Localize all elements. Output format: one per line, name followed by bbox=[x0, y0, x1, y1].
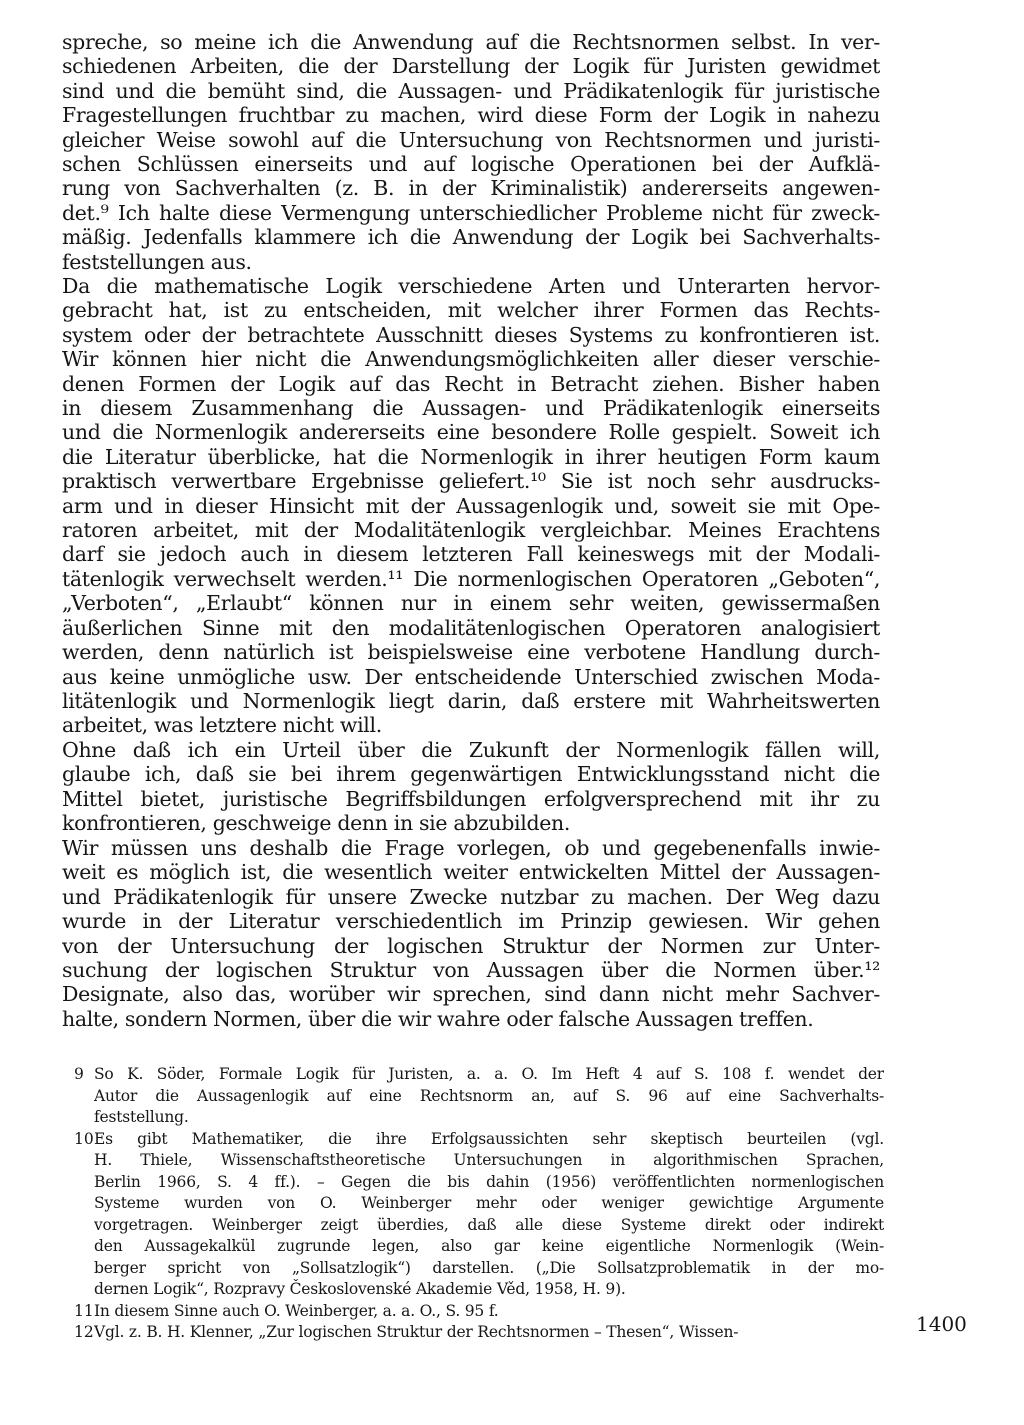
text-line: gleicher Weise sowohl auf die Untersuchung von Rechtsnormen und juristi- bbox=[62, 127, 880, 152]
text-line: litätenlogik und Normenlogik liegt darin, daß erstere mit Wahrheitswerten bbox=[62, 688, 880, 713]
footnote-number: 10 bbox=[74, 1129, 94, 1148]
text-line: Ohne daß ich ein Urteil über die Zukunft der Normenlogik fällen will, bbox=[62, 738, 880, 762]
text-line: denen Formen der Logik auf das Recht in Betracht ziehen. Bisher haben bbox=[62, 371, 880, 396]
text-line: von der Untersuchung der logischen Struktur der Normen zur Unter- bbox=[62, 933, 880, 958]
text-line: werden, denn natürlich ist beispielsweise eine verbotene Handlung durch- bbox=[62, 640, 880, 665]
footnote-line: Berlin 1966, S. 4 ff.). – Gegen die bis dahin (1956) veröffentlichten normenlogischen bbox=[94, 1172, 884, 1191]
footnote-number: 11 bbox=[74, 1301, 94, 1320]
paragraph-2 bbox=[62, 274, 880, 738]
footnote-line: Autor die Aussagenlogik auf eine Rechtsnorm an, auf S. 96 auf eine Sachverhalts- bbox=[94, 1086, 884, 1105]
footnotes bbox=[74, 1064, 884, 1344]
footnote-line: feststellung. bbox=[94, 1108, 189, 1126]
footnote-text bbox=[94, 1301, 884, 1323]
footnote-line: dernen Logik“, Rozpravy Československé Akademie Věd, 1958, H. 9). bbox=[94, 1280, 626, 1298]
footnote-11 bbox=[74, 1301, 884, 1323]
page-number: 1400 bbox=[916, 1312, 967, 1336]
footnote-line: In diesem Sinne auch O. Weinberger, a. a. O., S. 95 f. bbox=[94, 1301, 499, 1320]
text-line: Fragestellungen fruchtbar zu machen, wird diese Form der Logik in nahezu bbox=[62, 103, 880, 128]
text-line: arm und in dieser Hinsicht mit der Aussagenlogik und, soweit sie mit Ope- bbox=[62, 493, 880, 518]
text-line: und die Normenlogik andererseits eine besondere Rolle gespielt. Soweit ich bbox=[62, 420, 880, 445]
text-line: sind und die bemüht sind, die Aussagen- und Prädikatenlogik für juristische bbox=[62, 78, 880, 103]
text-line: und Prädikatenlogik für unsere Zwecke nutzbar zu machen. Der Weg dazu bbox=[62, 884, 880, 909]
text-line: aus keine unmögliche usw. Der entscheidende Unterschied zwischen Moda- bbox=[62, 664, 880, 689]
paragraph-4 bbox=[62, 836, 880, 1031]
text-line: konfrontieren, geschweige denn in sie abzubilden. bbox=[62, 811, 571, 836]
text-line: weit es möglich ist, die wesentlich weiter entwickelten Mittel der Aussagen- bbox=[62, 860, 880, 885]
footnote-line: vorgetragen. Weinberger zeigt überdies, daß alle diese Systeme direkt oder indirekt bbox=[94, 1215, 884, 1234]
text-line: Designate, also das, worüber wir sprechen, sind dann nicht mehr Sachver- bbox=[62, 982, 880, 1007]
text-line: arbeitet, was letztere nicht will. bbox=[62, 713, 382, 738]
text-line: „Verboten“, „Erlaubt“ können nur in einem sehr weiten, gewissermaßen bbox=[62, 591, 880, 616]
footnote-line: den Aussagekalkül zugrunde legen, also gar keine eigentliche Normenlogik (Wein- bbox=[94, 1237, 884, 1255]
text-line: ratoren arbeitet, mit der Modalitätenlogik vergleichbar. Meines Erachtens bbox=[62, 518, 880, 543]
footnote-line: berger spricht von „Sollsatzlogik“) darstellen. („Die Sollsatzproblematik in der mo- bbox=[94, 1258, 884, 1277]
footnote-line: Vgl. z. B. H. Klenner, „Zur logischen Struktur der Rechtsnormen – Thesen“, Wissen- bbox=[94, 1323, 739, 1341]
paragraph-1 bbox=[62, 30, 880, 274]
text-line: die Literatur überblicke, hat die Normenlogik in ihrer heutigen Form kaum bbox=[62, 444, 880, 469]
text-line: mäßig. Jedenfalls klammere ich die Anwendung der Logik bei Sachverhalts- bbox=[62, 225, 880, 250]
footnote-line: Es gibt Mathematiker, die ihre Erfolgsaussichten sehr skeptisch beurteilen (vgl. bbox=[94, 1129, 884, 1148]
text-line: in diesem Zusammenhang die Aussagen- und Prädikatenlogik einerseits bbox=[62, 396, 880, 421]
footnote-line: So K. Söder, Formale Logik für Juristen, a. a. O. Im Heft 4 auf S. 108 f. wendet der bbox=[94, 1065, 884, 1083]
footnote-text bbox=[94, 1064, 884, 1129]
text-line: Da die mathematische Logik verschiedene Arten und Unterarten hervor- bbox=[62, 274, 880, 298]
text-line: wurde in der Literatur verschiedentlich im Prinzip gewiesen. Wir gehen bbox=[62, 909, 880, 934]
text-line: feststellungen aus. bbox=[62, 249, 252, 274]
text-line: Wir müssen uns deshalb die Frage vorlegen, ob und gegebenenfalls inwie- bbox=[62, 836, 880, 860]
text-line: suchung der logischen Struktur von Aussagen über die Normen über.¹² bbox=[62, 958, 880, 983]
text-line: darf sie jedoch auch in diesem letzteren Fall keineswegs mit der Modali- bbox=[62, 542, 880, 567]
footnote-12 bbox=[74, 1322, 884, 1344]
footnote-9 bbox=[74, 1064, 884, 1129]
text-line: rung von Sachverhalten (z. B. in der Kriminalistik) andererseits angewen- bbox=[62, 176, 880, 201]
footnote-text bbox=[94, 1129, 884, 1301]
text-line: Mittel bietet, juristische Begriffsbildungen erfolgversprechend mit ihr zu bbox=[62, 786, 880, 811]
text-line: spreche, so meine ich die Anwendung auf die Rechtsnormen selbst. In ver- bbox=[62, 30, 880, 54]
footnote-10 bbox=[74, 1129, 884, 1301]
paragraph-3 bbox=[62, 738, 880, 836]
footnote-number: 9 bbox=[74, 1065, 84, 1083]
text-line: schen Schlüssen einerseits und auf logische Operationen bei der Aufklä- bbox=[62, 152, 880, 177]
footnote-text bbox=[94, 1322, 884, 1344]
text-line: system oder der betrachtete Ausschnitt dieses Systems zu konfrontieren ist. bbox=[62, 322, 880, 347]
footnote-line: H. Thiele, Wissenschaftstheoretische Untersuchungen in algorithmischen Sprachen, bbox=[94, 1151, 884, 1169]
footnote-line: Systeme wurden von O. Weinberger mehr oder weniger gewichtige Argumente bbox=[94, 1194, 884, 1212]
text-line: schiedenen Arbeiten, die der Darstellung der Logik für Juristen gewidmet bbox=[62, 54, 880, 79]
text-line: glaube ich, daß sie bei ihrem gegenwärtigen Entwicklungsstand nicht die bbox=[62, 762, 880, 787]
text-line: praktisch verwertbare Ergebnisse geliefert.¹⁰ Sie ist noch sehr ausdrucks- bbox=[62, 469, 880, 494]
text-line: Wir können hier nicht die Anwendungsmöglichkeiten aller dieser verschie- bbox=[62, 347, 880, 372]
text-line: tätenlogik verwechselt werden.¹¹ Die normenlogischen Operatoren „Geboten“, bbox=[62, 566, 880, 591]
footnote-number: 12 bbox=[74, 1323, 94, 1341]
text-line: det.⁹ Ich halte diese Vermengung unterschiedlicher Probleme nicht für zweck- bbox=[62, 200, 880, 225]
text-line: äußerlichen Sinne mit den modalitätenlogischen Operatoren analogisiert bbox=[62, 615, 880, 640]
text-line: halte, sondern Normen, über die wir wahre oder falsche Aussagen treffen. bbox=[62, 1006, 814, 1031]
text-line: gebracht hat, ist zu entscheiden, mit welcher ihrer Formen das Rechts- bbox=[62, 298, 880, 323]
